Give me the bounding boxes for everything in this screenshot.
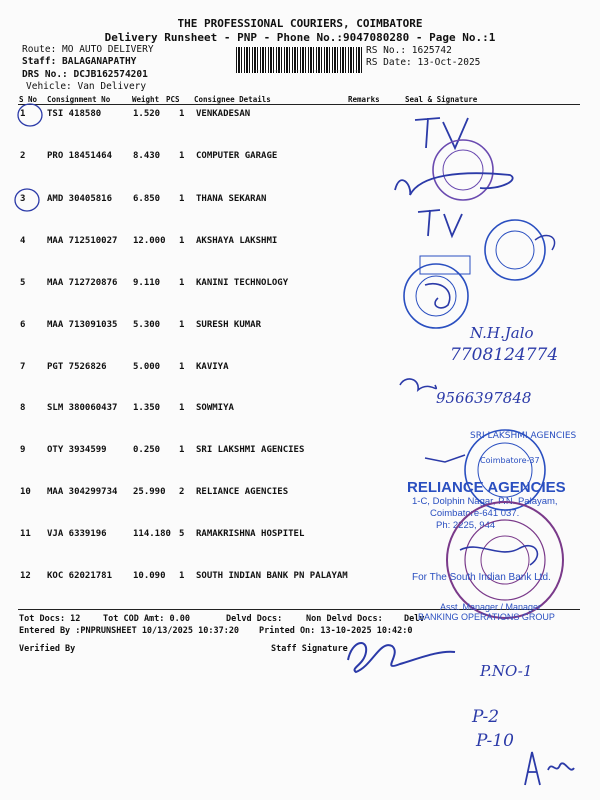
row-sno: 6 xyxy=(20,320,26,330)
row-weight: 1.350 xyxy=(133,403,161,413)
row-weight: 10.090 xyxy=(133,571,166,581)
row-pcs: 1 xyxy=(179,278,185,288)
staff-label: Staff: BALAGANAPATHY xyxy=(22,56,137,67)
printed-on: Printed On: 13-10-2025 10:42:0 xyxy=(259,626,413,636)
row-consignee: COMPUTER GARAGE xyxy=(196,151,278,161)
row-pcs: 1 xyxy=(179,151,185,161)
row-sno: 9 xyxy=(20,445,26,455)
route-label: Route: MO AUTO DELIVERY xyxy=(22,44,154,55)
verified-by: Verified By xyxy=(19,644,76,654)
row-sno: 10 xyxy=(20,487,31,497)
stamp-circle-2 xyxy=(485,220,545,280)
row-sno: 11 xyxy=(20,529,31,539)
total-cod-amount: Tot COD Amt: 0.00 xyxy=(103,614,190,624)
stamp-bank-designation: Asst. Manager / Manager xyxy=(440,602,542,612)
row-weight: 5.000 xyxy=(133,362,161,372)
row-consignment: AMD 30405816 xyxy=(47,194,113,204)
vehicle-label: Vehicle: Van Delivery xyxy=(26,81,147,92)
row-consignment: SLM 380060437 xyxy=(47,403,118,413)
row-consignee: RELIANCE AGENCIES xyxy=(196,487,289,497)
col-consignee: Consignee Details xyxy=(194,95,271,104)
row-weight: 6.850 xyxy=(133,194,161,204)
stamp-bank-group: BANKING OPERATIONS GROUP xyxy=(418,612,555,622)
row-consignment: VJA 6339196 xyxy=(47,529,107,539)
row-consignee: SOUTH INDIAN BANK PN PALAYAM xyxy=(196,571,348,581)
row-pcs: 1 xyxy=(179,362,185,372)
staff-signature xyxy=(348,643,455,672)
stamp-reliance-agencies: RELIANCE AGENCIES xyxy=(407,479,566,496)
row-sno: 2 xyxy=(20,151,26,161)
row-pcs: 1 xyxy=(179,194,185,204)
col-consignment: Consignment No xyxy=(47,95,111,104)
handwritten-note-3: P-10 xyxy=(476,731,514,751)
handwritten-initials xyxy=(525,752,574,785)
row-consignment: TSI 418580 xyxy=(47,109,102,119)
signature-row8 xyxy=(400,379,436,390)
signature-row3 xyxy=(418,210,462,236)
row-consignment: MAA 712510027 xyxy=(47,236,118,246)
row-sno: 3 xyxy=(20,194,26,204)
drs-number: DRS No.: DCJB162574201 xyxy=(22,69,148,80)
row-pcs: 5 xyxy=(179,529,185,539)
handwritten-phone-2: 9566397848 xyxy=(436,389,532,407)
row-consignee: SOWMIYA xyxy=(196,403,234,413)
col-seal-signature: Seal & Signature xyxy=(405,95,478,104)
circle-mark-row3 xyxy=(15,189,39,211)
row-weight: 9.110 xyxy=(133,278,161,288)
row-weight: 12.000 xyxy=(133,236,166,246)
row-consignee: RAMAKRISHNA HOSPITEL xyxy=(196,529,305,539)
stamp-reliance-phone: Ph: 2225, 944 xyxy=(436,520,496,531)
row-consignee: SURESH KUMAR xyxy=(196,320,262,330)
row-consignee: VENKADESAN xyxy=(196,109,251,119)
signature-row2 xyxy=(395,173,513,195)
row-pcs: 2 xyxy=(179,487,185,497)
row-sno: 8 xyxy=(20,403,26,413)
row-consignee: KANINI TECHNOLOGY xyxy=(196,278,289,288)
row-pcs: 1 xyxy=(179,236,185,246)
stamp-coimbatore-37: Coimbatore-37 xyxy=(480,456,540,465)
row-weight: 114.180 xyxy=(133,529,171,539)
row-weight: 25.990 xyxy=(133,487,166,497)
col-remarks: Remarks xyxy=(348,95,380,104)
row-consignee: AKSHAYA LAKSHMI xyxy=(196,236,278,246)
rs-number: RS No.: 1625742 xyxy=(366,45,452,56)
row-consignment: MAA 713091035 xyxy=(47,320,118,330)
row-sno: 5 xyxy=(20,278,26,288)
row-pcs: 1 xyxy=(179,403,185,413)
stamp-reliance-city: Coimbatore-641 037. xyxy=(430,508,520,519)
row-sno: 12 xyxy=(20,571,31,581)
handwritten-phone-1: 7708124774 xyxy=(450,345,559,365)
handwritten-name: N.H.Jalo xyxy=(470,324,534,342)
col-weight: Weight xyxy=(132,95,160,104)
row-weight: 5.300 xyxy=(133,320,161,330)
col-pcs: PCS xyxy=(166,95,180,104)
stamp-circle-1 xyxy=(433,140,493,200)
signature-row1 xyxy=(415,118,468,148)
row-sno: 4 xyxy=(20,236,26,246)
row-pcs: 1 xyxy=(179,571,185,581)
row-weight: 0.250 xyxy=(133,445,161,455)
stamp-bank-name: For The South Indian Bank Ltd. xyxy=(412,572,551,583)
rs-date: RS Date: 13-Oct-2025 xyxy=(366,57,481,68)
row-weight: 1.520 xyxy=(133,109,161,119)
col-sno: S No xyxy=(19,95,38,104)
row-consignment: MAA 304299734 xyxy=(47,487,118,497)
row-consignment: KOC 62021781 xyxy=(47,571,113,581)
circle-mark-row1 xyxy=(18,104,42,126)
handwritten-note-2: P-2 xyxy=(472,707,500,727)
row-sno: 1 xyxy=(20,109,26,119)
row-consignment: PRO 18451464 xyxy=(47,151,113,161)
row-consignment: MAA 712720876 xyxy=(47,278,118,288)
delivered-docs: Delvd Docs: xyxy=(226,614,283,624)
row-consignee: THANA SEKARAN xyxy=(196,194,267,204)
row-consignee: SRI LAKSHMI AGENCIES xyxy=(196,445,305,455)
stamp-sri-lakshmi: SRI LAKSHMI AGENCIES xyxy=(470,431,577,441)
row-consignment: OTY 3934599 xyxy=(47,445,107,455)
company-title: THE PROFESSIONAL COURIERS, COIMBATORE xyxy=(177,17,423,30)
row-pcs: 1 xyxy=(179,445,185,455)
row-consignee: KAVIYA xyxy=(196,362,229,372)
staff-signature-label: Staff Signature xyxy=(271,644,348,654)
row-pcs: 1 xyxy=(179,109,185,119)
delivered-docs-2: Delv xyxy=(404,614,425,624)
non-delivered-docs: Non Delvd Docs: xyxy=(306,614,383,624)
row-pcs: 1 xyxy=(179,320,185,330)
entered-by: Entered By :PNPRUNSHEET 10/13/2025 10:37:20 xyxy=(19,626,240,636)
runsheet-subtitle: Delivery Runsheet - PNP - Phone No.:9047080280 - Page No.:1 xyxy=(104,31,496,44)
row-consignment: PGT 7526826 xyxy=(47,362,107,372)
stamp-reliance-address: 1-C, Dolphin Nagar, P.N. Palayam, xyxy=(412,496,558,507)
row-weight: 8.430 xyxy=(133,151,161,161)
row-sno: 7 xyxy=(20,362,26,372)
handwritten-note-1: P.NO-1 xyxy=(480,662,533,680)
total-docs: Tot Docs: 12 xyxy=(19,614,81,624)
